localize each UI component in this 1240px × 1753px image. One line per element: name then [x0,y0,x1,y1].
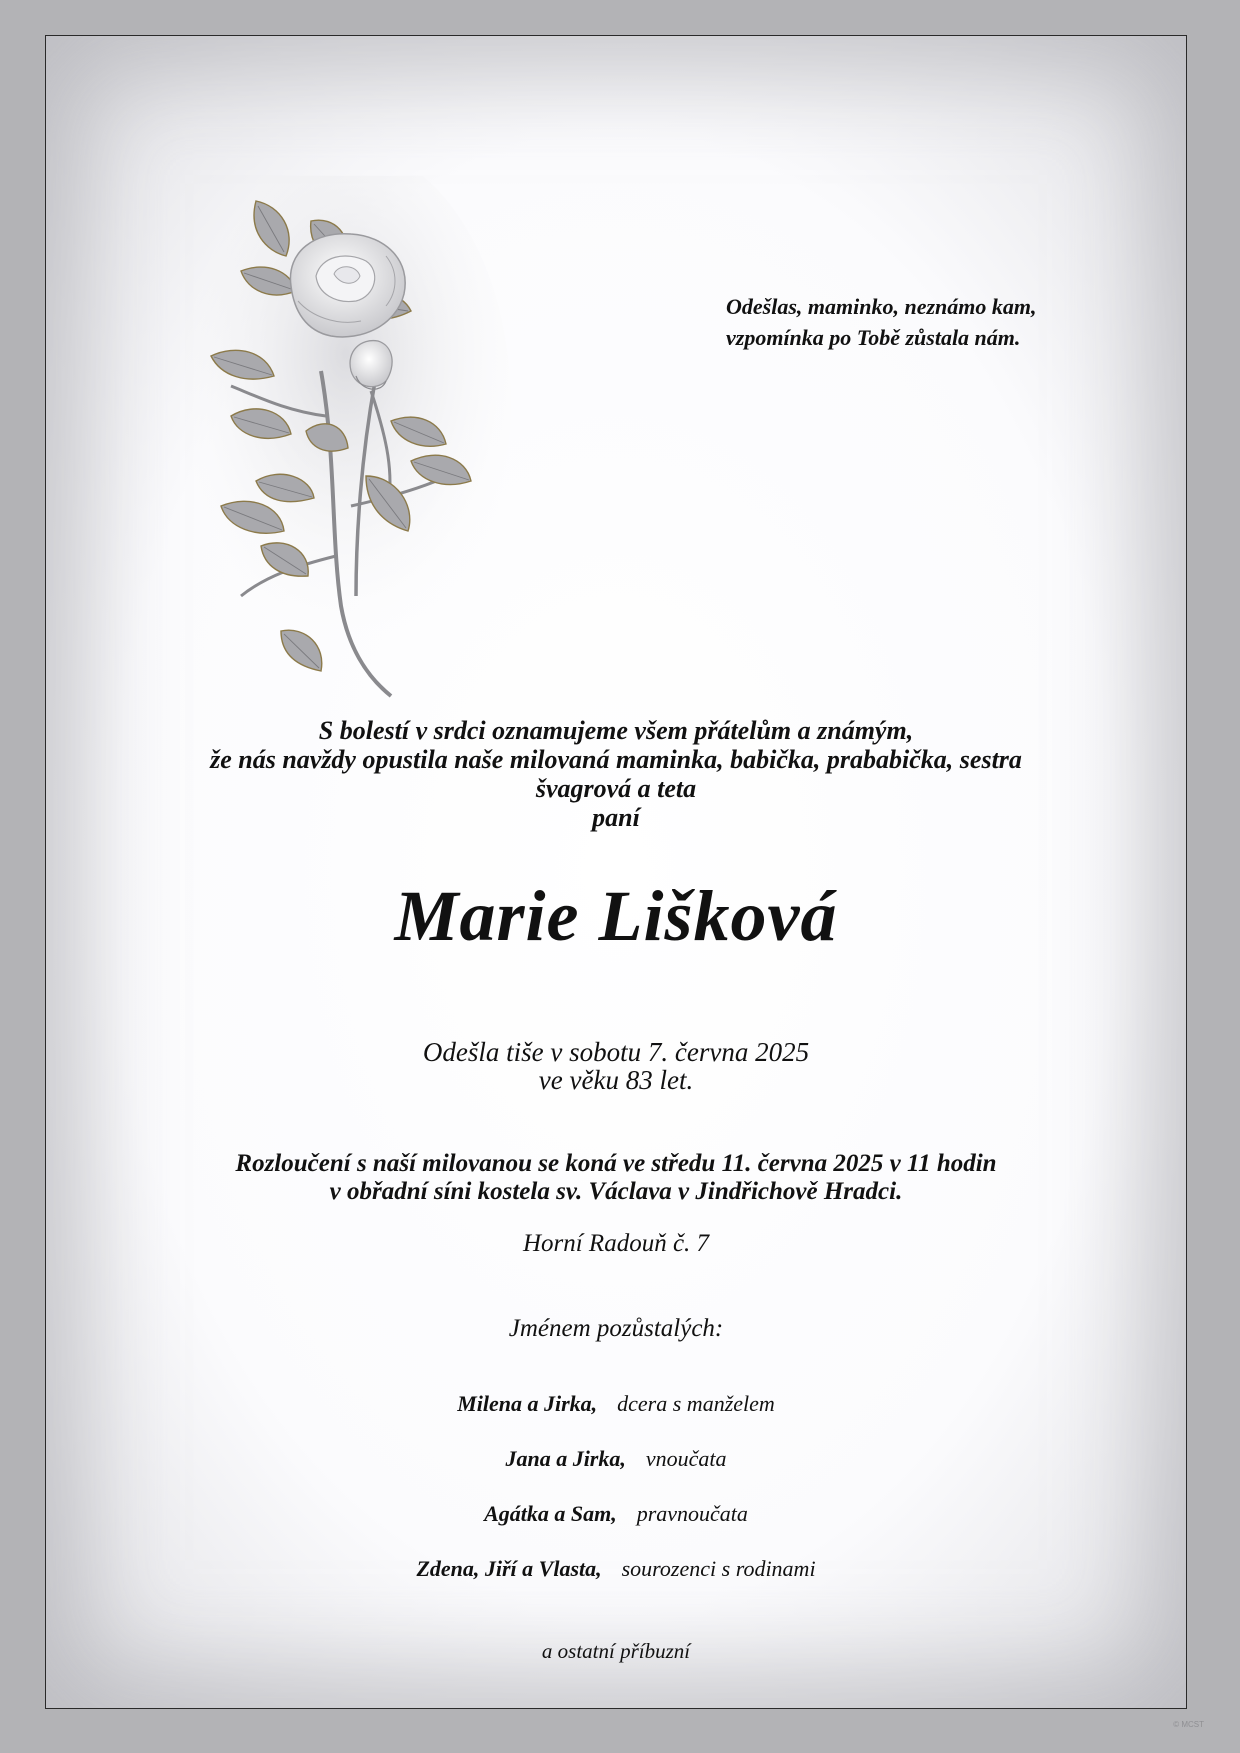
mourner-relation: sourozenci s rodinami [621,1556,816,1581]
death-info [46,1038,1186,1094]
farewell-line-2: v obřadní síni kostela sv. Václava v Jindřichově Hradci. [329,1178,903,1205]
announcement-line-2: že nás navždy opustila naše milovaná maminka, babička, prababička, sestra [210,745,1022,774]
mourner-name: Agátka a Sam, [484,1501,617,1526]
mourner-row [46,1444,1186,1499]
announcement-line-4: paní [592,803,640,832]
mourner-relation: pravnoučata [636,1501,748,1526]
rose-icon [186,176,516,716]
motto-line-2: vzpomínka po Tobě zůstala nám. [726,325,1021,350]
death-date-line: Odešla tiše v sobotu 7. června 2025 [422,1037,810,1067]
on-behalf-heading: Jménem pozůstalých: [508,1315,724,1342]
farewell-info [46,1150,1186,1206]
deceased-name: Marie Lišková [394,876,838,956]
family-address: Horní Radouň č. 7 [522,1230,710,1257]
announcement-line-1: S bolestí v srdci oznamujeme všem přátelům a známým, [318,716,914,745]
death-age-line: ve věku 83 let. [538,1065,694,1095]
motto-verse [726,291,1036,353]
mourner-row [46,1499,1186,1554]
announcement-line-3: švagrová a teta [535,774,697,803]
mourner-relation: dcera s manželem [617,1391,775,1416]
mourner-name: Jana a Jirka, [505,1446,626,1471]
other-relatives: a ostatní příbuzní [541,1639,691,1663]
farewell-line-1: Rozloučení s naší milovanou se koná ve středu 11. června 2025 v 11 hodin [235,1150,997,1177]
mourner-relation: vnoučata [645,1446,727,1471]
mourner-name: Milena a Jirka, [457,1391,598,1416]
watermark: © MCST [1173,1720,1204,1729]
mourner-name: Zdena, Jiří a Vlasta, [416,1556,602,1581]
motto-line-1: Odešlas, maminko, neznámo kam, [726,294,1037,319]
obituary-sheet [45,35,1187,1709]
announcement-text [46,716,1186,832]
mourner-row [46,1554,1186,1609]
mourners-list [46,1389,1186,1609]
mourner-row [46,1389,1186,1444]
